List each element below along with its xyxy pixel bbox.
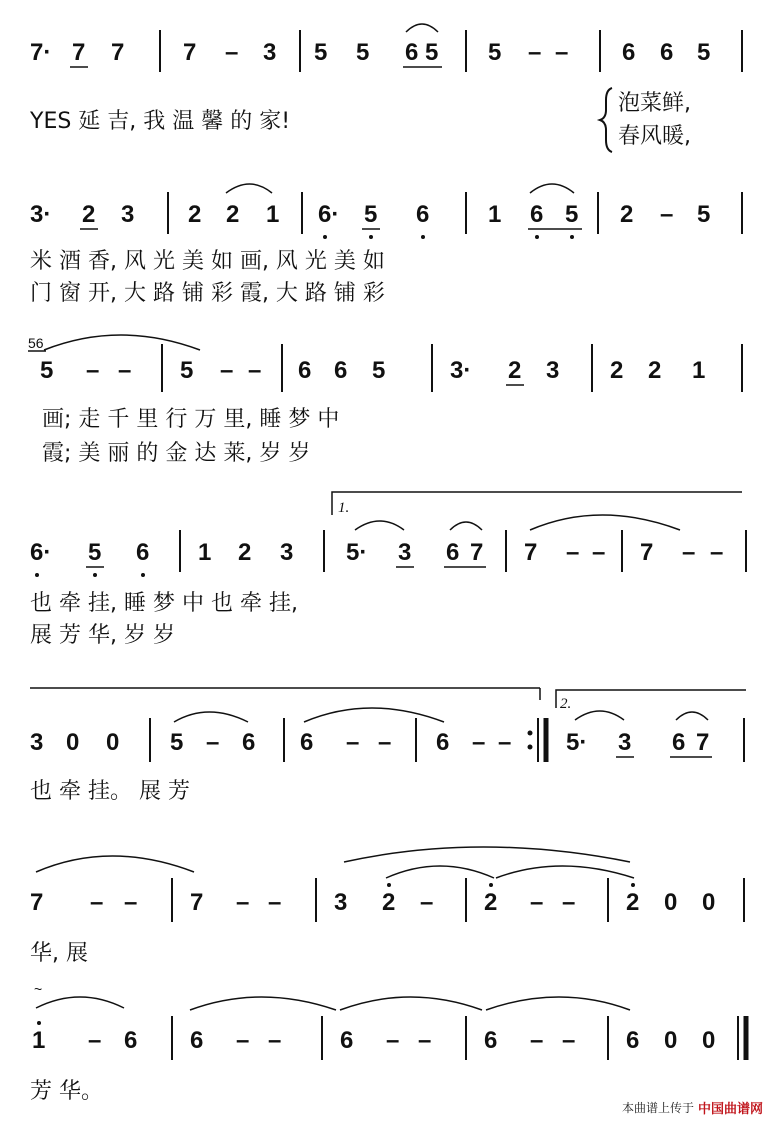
repeat-dot bbox=[528, 731, 533, 736]
note: 6 bbox=[136, 539, 150, 566]
note: 5 bbox=[565, 201, 579, 228]
slur bbox=[174, 712, 248, 722]
note: 6 bbox=[300, 729, 314, 756]
note: – bbox=[220, 357, 234, 384]
note: – bbox=[346, 729, 360, 756]
note: 7 bbox=[190, 889, 204, 916]
note: 1 bbox=[692, 357, 706, 384]
upload-text: 本曲谱上传于 bbox=[621, 1101, 694, 1115]
slur bbox=[530, 184, 574, 193]
note: 6 bbox=[436, 729, 450, 756]
lyric-line-1: 也 牵 挂。 展 芳 bbox=[30, 779, 190, 804]
note: 3 bbox=[546, 357, 560, 384]
note: – bbox=[528, 39, 542, 66]
slur bbox=[450, 522, 482, 530]
site-logo[interactable]: 中国曲谱网 bbox=[697, 1102, 763, 1117]
note: 5 bbox=[488, 39, 502, 66]
note: – bbox=[378, 729, 392, 756]
slur bbox=[344, 847, 630, 862]
note: 7 bbox=[72, 39, 86, 66]
note: 3 bbox=[263, 39, 277, 66]
note: 2 bbox=[648, 357, 662, 384]
note: 5 bbox=[180, 357, 194, 384]
note: 3· bbox=[450, 357, 472, 384]
note: 7 bbox=[183, 39, 197, 66]
staff-row-2 bbox=[30, 184, 742, 306]
note: 1 bbox=[266, 201, 280, 228]
note: 7 bbox=[111, 39, 125, 66]
note: 5 bbox=[356, 39, 370, 66]
note: – bbox=[710, 539, 724, 566]
note: – bbox=[268, 889, 282, 916]
note: 6 bbox=[334, 357, 348, 384]
note: 5 bbox=[88, 539, 102, 566]
lyric-line-1: 芳 华。 bbox=[30, 1079, 103, 1104]
note: – bbox=[248, 357, 262, 384]
lyric-line-1: 画; 走 千 里 行 万 里, 睡 梦 中 bbox=[42, 407, 340, 432]
tie bbox=[340, 997, 482, 1010]
staff-row-6 bbox=[30, 847, 744, 966]
lyric-line-1: 华, 展 bbox=[30, 941, 88, 966]
note: 7 bbox=[524, 539, 538, 566]
slur bbox=[406, 24, 438, 32]
note: 2 bbox=[382, 889, 396, 916]
note: – bbox=[562, 1027, 576, 1054]
upload-credit bbox=[622, 1098, 763, 1117]
tie bbox=[496, 866, 634, 878]
slur bbox=[676, 712, 708, 720]
note: 7 bbox=[470, 539, 484, 566]
note: – bbox=[555, 39, 569, 66]
note: 5 bbox=[364, 201, 378, 228]
tie bbox=[44, 335, 200, 350]
note: 5 bbox=[697, 39, 711, 66]
staff-row-5 bbox=[30, 688, 746, 804]
note: 6· bbox=[30, 539, 52, 566]
note: – bbox=[88, 1027, 102, 1054]
volta-bracket-1 bbox=[332, 492, 742, 515]
note: – bbox=[530, 1027, 544, 1054]
note: 0 bbox=[664, 1027, 678, 1054]
note: 3 bbox=[30, 729, 44, 756]
trill-mark: ~ bbox=[34, 981, 43, 997]
staff-row-3 bbox=[28, 335, 742, 466]
note: – bbox=[236, 889, 250, 916]
note: 2 bbox=[620, 201, 634, 228]
slur bbox=[575, 711, 624, 720]
volta-bracket-2 bbox=[556, 690, 746, 708]
note: 6 bbox=[622, 39, 636, 66]
note: – bbox=[86, 357, 100, 384]
note: 5· bbox=[566, 729, 588, 756]
note: – bbox=[386, 1027, 400, 1054]
note: 3 bbox=[334, 889, 348, 916]
lyric-line-1: 米 酒 香, 风 光 美 如 画, 风 光 美 如 bbox=[30, 249, 385, 274]
note: – bbox=[90, 889, 104, 916]
note: 6 bbox=[530, 201, 544, 228]
note: 6 bbox=[340, 1027, 354, 1054]
note: 5 bbox=[697, 201, 711, 228]
note: 5 bbox=[425, 39, 439, 66]
note: 5 bbox=[314, 39, 328, 66]
note: – bbox=[530, 889, 544, 916]
lyric-line-2: 门 窗 开, 大 路 铺 彩 霞, 大 路 铺 彩 bbox=[30, 281, 385, 306]
lyric-brace-verse-2: 春风暖, bbox=[618, 124, 691, 149]
volta-label-2: 2. bbox=[560, 696, 572, 712]
note: 1 bbox=[198, 539, 212, 566]
slur bbox=[355, 521, 404, 530]
note: 6 bbox=[446, 539, 460, 566]
note: 0 bbox=[664, 889, 678, 916]
note: 6 bbox=[416, 201, 430, 228]
note: 7· bbox=[30, 39, 52, 66]
note: 2 bbox=[484, 889, 498, 916]
note: 3 bbox=[121, 201, 135, 228]
note: 6 bbox=[405, 39, 419, 66]
note: – bbox=[418, 1027, 432, 1054]
note: 2 bbox=[188, 201, 202, 228]
tie bbox=[304, 708, 444, 722]
note: 1 bbox=[32, 1027, 46, 1054]
note: 3· bbox=[30, 201, 52, 228]
volta-label-1: 1. bbox=[338, 500, 350, 516]
note: 6 bbox=[672, 729, 686, 756]
note: 5 bbox=[170, 729, 184, 756]
note: 0 bbox=[702, 889, 716, 916]
note: – bbox=[660, 201, 674, 228]
note: 2 bbox=[508, 357, 522, 384]
note: 1 bbox=[488, 201, 502, 228]
note: 6 bbox=[124, 1027, 138, 1054]
note: 6 bbox=[298, 357, 312, 384]
note: – bbox=[268, 1027, 282, 1054]
note: 5 bbox=[372, 357, 386, 384]
staff-row-7 bbox=[30, 981, 746, 1104]
lyric-line-2: 霞; 美 丽 的 金 达 莱, 岁 岁 bbox=[42, 441, 311, 466]
note: 3 bbox=[280, 539, 294, 566]
note: 6 bbox=[660, 39, 674, 66]
slur bbox=[226, 184, 272, 193]
note: – bbox=[682, 539, 696, 566]
note: 7 bbox=[640, 539, 654, 566]
note: 7 bbox=[696, 729, 710, 756]
note: 2 bbox=[238, 539, 252, 566]
lyric-line-1: YES 延 吉, 我 温 馨 的 家! bbox=[30, 109, 291, 134]
note: 2 bbox=[226, 201, 240, 228]
tie bbox=[530, 515, 680, 530]
note: 5 bbox=[40, 357, 54, 384]
tie bbox=[190, 997, 336, 1010]
note: 7 bbox=[30, 889, 44, 916]
note: 6 bbox=[190, 1027, 204, 1054]
note: – bbox=[566, 539, 580, 566]
note: 6 bbox=[484, 1027, 498, 1054]
tie bbox=[486, 997, 630, 1010]
lyric-brace bbox=[600, 88, 612, 152]
note: 3 bbox=[398, 539, 412, 566]
note: – bbox=[225, 39, 239, 66]
note: – bbox=[498, 729, 512, 756]
note: 0 bbox=[106, 729, 120, 756]
note: 3 bbox=[618, 729, 632, 756]
note: 6 bbox=[626, 1027, 640, 1054]
note: 0 bbox=[702, 1027, 716, 1054]
staff-row-1 bbox=[29, 24, 742, 152]
repeat-dot bbox=[528, 745, 533, 750]
tie bbox=[36, 856, 194, 872]
note: – bbox=[420, 889, 434, 916]
lyric-brace-verse-1: 泡菜鲜, bbox=[618, 91, 691, 116]
note: 2 bbox=[82, 201, 96, 228]
note: 2 bbox=[610, 357, 624, 384]
note: – bbox=[118, 357, 132, 384]
note: 5· bbox=[346, 539, 368, 566]
note: – bbox=[124, 889, 138, 916]
note: – bbox=[592, 539, 606, 566]
note: 2 bbox=[626, 889, 640, 916]
note: 0 bbox=[66, 729, 80, 756]
grace-notes: 56 bbox=[28, 335, 44, 351]
note: 6 bbox=[242, 729, 256, 756]
note: – bbox=[472, 729, 486, 756]
note: – bbox=[206, 729, 220, 756]
note: 6· bbox=[318, 201, 340, 228]
tie bbox=[386, 866, 494, 878]
note: – bbox=[236, 1027, 250, 1054]
staff-row-4 bbox=[30, 492, 746, 648]
note: – bbox=[562, 889, 576, 916]
slur bbox=[36, 997, 124, 1008]
lyric-line-2: 展 芳 华, 岁 岁 bbox=[30, 623, 175, 648]
lyric-line-1: 也 牵 挂, 睡 梦 中 也 牵 挂, bbox=[30, 591, 298, 616]
